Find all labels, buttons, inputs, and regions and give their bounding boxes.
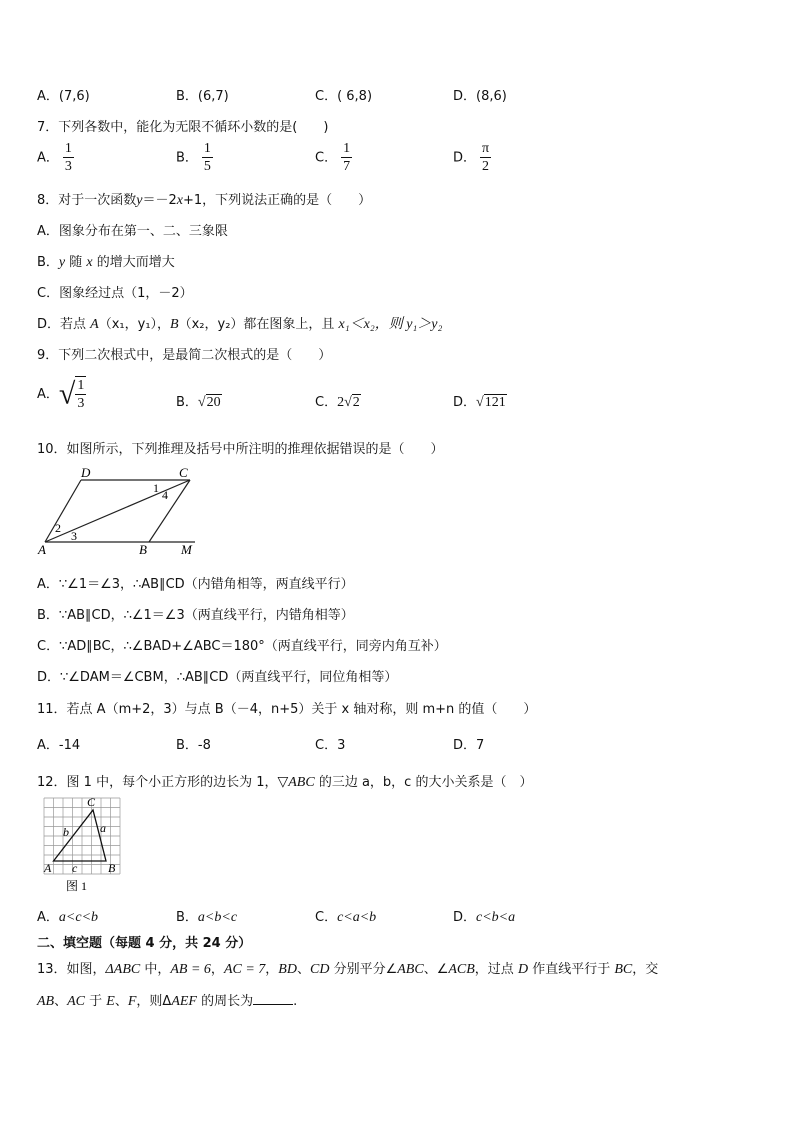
- q7-option-c: C． $\frac{1}{7}$: [315, 141, 351, 174]
- label-C: C: [179, 465, 188, 480]
- q11-stem: 11．若点 A（m+2，3）与点 B（－4，n+5）关于 x 轴对称，则 m+n 的值（ ）: [37, 702, 537, 717]
- q12-option-c: C．c<a<b: [315, 910, 377, 925]
- label-A: A: [44, 861, 52, 875]
- q6-option-a: A．(7,6): [37, 89, 90, 104]
- label-B: B: [139, 542, 147, 557]
- fraction: $\frac{1}{5}$: [203, 141, 211, 174]
- q10-option-b: B．∵AB∥CD，∴∠1＝∠3（两直线平行，内错角相等）: [37, 608, 354, 623]
- sqrt-sign: √: [58, 377, 76, 411]
- angle-1: 1: [153, 481, 159, 495]
- q8-option-c: C．图象经过点（1，－2）: [37, 286, 193, 301]
- q9-option-c: C．2√2: [315, 395, 360, 410]
- angle-2: 2: [55, 521, 61, 535]
- q11-option-a: A．-14: [37, 738, 81, 753]
- q9-option-b: B．√20: [176, 395, 221, 410]
- q8-stem: 8．对于一次函数y＝－2x+1，下列说法正确的是（ ）: [37, 193, 372, 208]
- q12-option-d: D．c<b<a: [453, 910, 516, 925]
- q11-option-b: B．-8: [176, 738, 211, 753]
- q11-option-d: D．7: [453, 738, 485, 753]
- label-D: D: [81, 465, 91, 480]
- q12-option-b: B．a<b<c: [176, 910, 238, 925]
- q9-option-d: D．√121: [453, 395, 506, 410]
- side-c: c: [72, 861, 78, 875]
- q12-option-a: A．a<c<b: [37, 910, 99, 925]
- q9-stem: 9．下列二次根式中，是最简二次根式的是（ ）: [37, 348, 332, 363]
- q7-option-a: A． $\frac{1}{3}$: [37, 141, 72, 174]
- q6-option-c: C．( 6,8): [315, 89, 373, 104]
- q10-option-c: C．∵AD∥BC，∴∠BAD+∠ABC＝180°（两直线平行，同旁内角互补）: [37, 639, 447, 654]
- fraction: $\frac{1}{7}$: [343, 141, 351, 174]
- section-title: 二、填空题（每题 4 分，共 24 分）: [37, 936, 252, 951]
- q11-option-c: C．3: [315, 738, 346, 753]
- label-B: B: [108, 861, 116, 875]
- q7-stem: 7．下列各数中，能化为无限不循环小数的是( ): [37, 120, 329, 135]
- q13-line2: AB、AC 于 E、F，则ΔAEF 的周长为 .: [37, 994, 298, 1009]
- fraction: $\frac{1}{3}$: [77, 378, 85, 411]
- q7-option-d: D． $\frac{\pi}{2}$: [453, 141, 490, 174]
- side-a: a: [100, 821, 106, 835]
- q6-option-b: B．(6,7): [176, 89, 229, 104]
- fraction: $\frac{\pi}{2}$: [482, 141, 490, 174]
- q9-option-a: A．√ $\frac{1}{3}$: [37, 377, 85, 411]
- figure-caption: 图 1: [66, 879, 88, 893]
- q8-option-d: D．若点 A（x₁，y₁），B（x₂，y₂）都在图象上，且 x₁＜x₂，则 y₁＞y₂: [37, 317, 443, 332]
- side-b: b: [63, 825, 69, 839]
- q10-option-d: D．∵∠DAM＝∠CBM，∴AB∥CD（两直线平行，同位角相等）: [37, 670, 398, 685]
- q6-option-d: D．(8,6): [453, 89, 507, 104]
- label-C: C: [87, 795, 96, 809]
- q7-option-b: B． $\frac{1}{5}$: [176, 141, 211, 174]
- q12-stem: 12．图 1 中，每个小正方形的边长为 1，▽ABC 的三边 a，b，c 的大小关系是（ ）: [37, 775, 533, 790]
- q8-option-a: A．图象分布在第一、二、三象限: [37, 224, 228, 239]
- q8-option-b: B．y 随 x 的增大而增大: [37, 255, 175, 270]
- angle-3: 3: [71, 529, 77, 543]
- q10-parallelogram-figure: [37, 462, 197, 558]
- fraction: $\frac{1}{3}$: [64, 141, 72, 174]
- q12-grid-triangle-figure: [38, 794, 122, 894]
- q10-stem: 10．如图所示，下列推理及括号中所注明的推理依据错误的是（ ）: [37, 442, 444, 457]
- label-A: A: [38, 542, 46, 557]
- angle-4: 4: [162, 488, 168, 502]
- label-M: M: [181, 542, 192, 557]
- answer-blank[interactable]: [253, 992, 293, 1005]
- q13-line1: 13．如图，ΔABC 中，AB = 6，AC = 7，BD、CD 分别平分∠ABC、∠ACB，过点 D 作直线平行于 BC，交: [37, 962, 659, 977]
- q10-option-a: A．∵∠1＝∠3，∴AB∥CD（内错角相等，两直线平行）: [37, 577, 354, 592]
